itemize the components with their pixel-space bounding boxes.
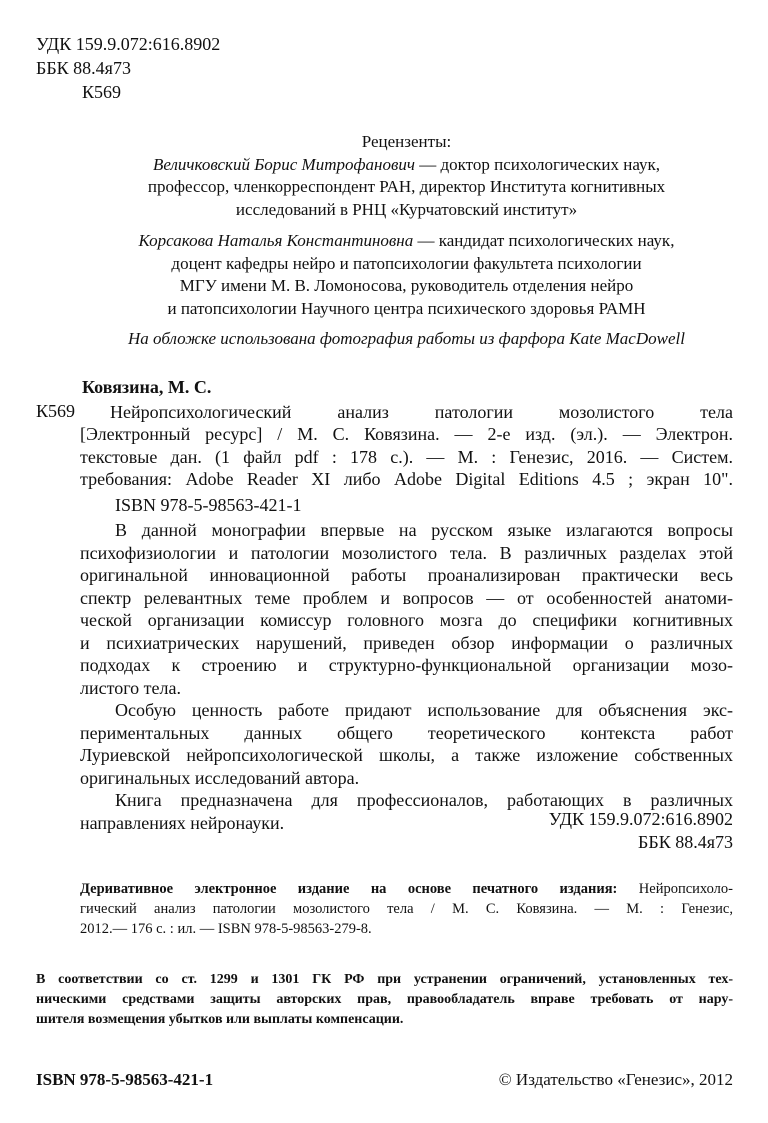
footer-isbn: ISBN 978-5-98563-421-1 — [36, 1070, 214, 1089]
derivative-line1 — [80, 879, 733, 899]
catalog-author: Ковязина, М. С. — [82, 377, 212, 397]
reviewers-section — [80, 131, 733, 351]
reviewer1-line3: исследований в РНЦ «Курчатовский институт» — [235, 199, 578, 219]
catalog-isbn: ISBN 978-5-98563-421-1 — [115, 495, 302, 515]
reviewer1-title: — доктор психологических наук, — [414, 154, 661, 174]
legal-line3: шителя возмещения убытков или выплаты компенсации. — [36, 1012, 404, 1027]
reviewer2-line4: и патопсихологии Научного центра психического здоровья РАМН — [167, 298, 646, 318]
catalog-details — [80, 423, 733, 491]
derivative-label: Деривативное электронное издание на основе печатного издания: — [80, 881, 618, 897]
abstract-p2-l1: Особую ценность работе придают использование для объяснения экс- — [115, 700, 733, 720]
derivative-note — [80, 879, 733, 939]
derivative-title-start: Нейропсихоло- — [617, 881, 733, 897]
abstract-p1-l7: подходах к строению и структурно-функциональной организации мозо- — [80, 655, 733, 675]
bbk-code-bottom: ББК 88.4я73 — [638, 832, 733, 852]
abstract-p1-l3: оригинальной инновационной работы проанализирован практически весь — [80, 565, 733, 585]
reviewer1-line2: профессор, членкорреспондент РАН, директор Института когнитивных — [147, 177, 666, 196]
cover-note: На обложке использована фотография работы из фарфора Kate MacDowell — [128, 329, 685, 348]
reviewer1-line1 — [80, 154, 733, 177]
reviewer1-name: Величковский Борис Митрофанович — [152, 154, 415, 174]
reviewer2-line3: МГУ имени М. В. Ломоносова, руководитель отделения нейро — [179, 276, 634, 295]
derivative-line2: гический анализ патологии мозолистого тела / М. С. Ковязина. — М. : Генезис, — [80, 901, 733, 917]
catalog-line4: требования: Adobe Reader XI либо Adobe Digital Editions 4.5 ; экран 10". — [80, 469, 733, 489]
abstract — [80, 519, 733, 834]
abstract-p3-l1: Книга предназначена для профессионалов, работающих в различных — [115, 790, 733, 810]
abstract-p2-l3: Луриевской нейропсихологической школы, а также изложение собственных — [80, 745, 733, 765]
reviewer2-line2: доцент кафедры нейро и патопсихологии факультета психологии — [171, 253, 642, 273]
bbk-code-top: ББК 88.4я73 — [36, 58, 131, 78]
catalog-line1: Нейропсихологический анализ патологии мозолистого тела — [110, 402, 733, 422]
reviewer2-line1 — [80, 230, 733, 253]
abstract-p1-l4: спектр релевантных теме проблем и вопросов — от особенностей анатоми- — [80, 587, 733, 608]
catalog-line3: текстовые дан. (1 файл pdf : 178 с.). — М. : Генезис, 2016. — Систем. — [80, 446, 733, 467]
abstract-p1-l2: психофизиологии и патологии мозолистого тела. В различных разделах этой — [80, 542, 733, 563]
abstract-p3-l2: направлениях нейронауки. — [80, 812, 285, 833]
abstract-p1-l8: листого тела. — [80, 677, 181, 698]
reviewer2-title: — кандидат психологических наук, — [413, 231, 675, 250]
legal-line1: В соответствии со ст. 1299 и 1301 ГК РФ при устранении ограничений, установленных тех- — [36, 972, 733, 987]
catalog-line2: [Электронный ресурс] / М. С. Ковязина. — 2-е изд. (эл.). — Электрон. — [80, 424, 733, 444]
footer-copyright: © Издательство «Генезис», 2012 — [498, 1070, 733, 1089]
abstract-p2-l4: оригинальных исследований автора. — [80, 767, 360, 788]
reviewers-heading: Рецензенты: — [361, 132, 452, 151]
abstract-p1-l1: В данной монографии впервые на русском языке излагаются вопросы — [115, 520, 733, 540]
udk-code-bottom: УДК 159.9.072:616.8902 — [548, 809, 733, 829]
catalog-mark: К569 — [36, 401, 76, 421]
legal-line2: ническими средствами защиты авторских прав, правообладатель вправе требовать от нару- — [36, 992, 733, 1007]
author-mark-top: К569 — [82, 82, 122, 102]
abstract-p1-l5: ческой организации комиссур головного мозга до специфики когнитивных — [80, 610, 733, 630]
catalog-description — [110, 401, 733, 423]
abstract-p2-l2: периментальных данных общего теоретического контекста работ — [80, 722, 733, 743]
reviewer2-name: Корсакова Наталья Константиновна — [138, 231, 414, 250]
legal-notice — [36, 970, 733, 1030]
derivative-line3: 2012.— 176 с. : ил. — ISBN 978-5-98563-279-8. — [80, 921, 372, 937]
abstract-p1-l6: и психиатрических нарушений, приведен обзор информации о различных — [80, 632, 733, 653]
udk-code-top: УДК 159.9.072:616.8902 — [36, 34, 221, 54]
